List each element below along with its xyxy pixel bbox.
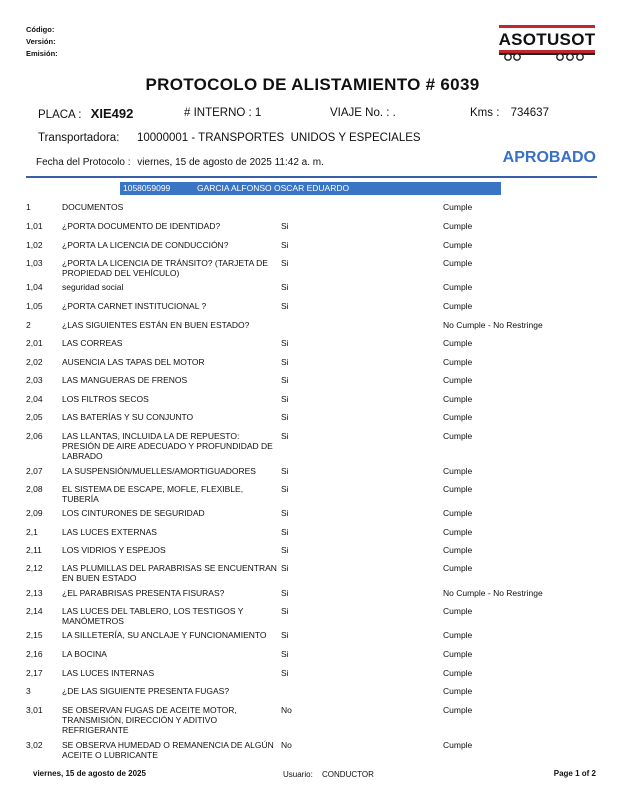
item-question: ¿PORTA LA LICENCIA DE TRÁNSITO? (TARJETA DE PROPIEDAD DEL VEHÍCULO) (62, 258, 268, 278)
item-result: Cumple (443, 431, 473, 441)
transportadora-value: 10000001 - TRANSPORTES UNIDOS Y ESPECIALES (137, 132, 421, 144)
item-result: Cumple (443, 508, 473, 518)
item-result: Cumple (443, 630, 473, 640)
item-question: LAS LLANTAS, INCLUIDA LA DE REPUESTO: PRESIÓN DE AIRE ADECUADO Y PROFUNDIDAD DE LABRADO (62, 431, 273, 461)
item-answer: Si (281, 563, 289, 573)
meta-block (26, 24, 58, 60)
item-answer: Si (281, 545, 289, 555)
item-result: Cumple (443, 412, 473, 422)
driver-id: 1058059099 (123, 183, 171, 193)
item-question: LA SUSPENSIÓN/MUELLES/AMORTIGUADORES (62, 466, 256, 476)
driver-bar (120, 182, 501, 195)
item-question: EL SISTEMA DE ESCAPE, MOFLE, FLEXIBLE, TUBERÍA (62, 484, 244, 504)
item-answer: Si (281, 466, 289, 476)
item-result: Cumple (443, 563, 473, 573)
item-number: 2,05 (26, 412, 43, 422)
item-number: 3 (26, 686, 31, 696)
item-question: LOS CINTURONES DE SEGURIDAD (62, 508, 205, 518)
item-result: Cumple (443, 686, 473, 696)
item-answer: Si (281, 375, 289, 385)
kms-value: 734637 (510, 107, 549, 119)
item-question: ¿PORTA LA LICENCIA DE CONDUCCIÓN? (62, 240, 229, 250)
item-question: SE OBSERVA HUMEDAD O REMANENCIA DE ALGÚN ACEITE O LUBRICANTE (62, 740, 274, 760)
item-result: Cumple (443, 221, 473, 231)
item-question: LAS LUCES DEL TABLERO, LOS TESTIGOS Y MANÓMETROS (62, 606, 244, 626)
item-number: 1,01 (26, 221, 43, 231)
item-number: 2,13 (26, 588, 43, 598)
item-question: LA SILLETERÍA, SU ANCLAJE Y FUNCIONAMIENTO (62, 630, 267, 640)
item-answer: Si (281, 258, 289, 268)
item-number: 2,07 (26, 466, 43, 476)
document-title: PROTOCOLO DE ALISTAMIENTO # 6039 (145, 75, 480, 94)
item-result: Cumple (443, 740, 473, 750)
item-result: Cumple (443, 668, 473, 678)
item-result: Cumple (443, 240, 473, 250)
fecha-label: Fecha del Protocolo : (36, 157, 131, 168)
item-number: 2,11 (26, 545, 42, 555)
version-label: Versión: (26, 37, 56, 46)
item-answer: Si (281, 649, 289, 659)
item-answer: Si (281, 484, 289, 494)
item-number: 1,05 (26, 301, 43, 311)
item-number: 3,01 (26, 705, 43, 715)
item-answer: Si (281, 338, 289, 348)
item-number: 1,03 (26, 258, 43, 268)
item-result: Cumple (443, 394, 473, 404)
item-answer: Si (281, 301, 289, 311)
item-result: Cumple (443, 466, 473, 476)
item-number: 1 (26, 202, 31, 212)
item-result: Cumple (443, 357, 473, 367)
logo-text: ASOTUSOT (498, 30, 596, 49)
kms-field (470, 107, 549, 119)
item-question: SE OBSERVAN FUGAS DE ACEITE MOTOR, TRANSMISIÓN, DIRECCIÓN Y ADITIVO REFRIGERANTE (62, 705, 237, 735)
item-result: Cumple (443, 338, 473, 348)
item-number: 2,08 (26, 484, 43, 494)
item-question: ¿EL PARABRISAS PRESENTA FISURAS? (62, 588, 225, 598)
item-answer: No (281, 740, 292, 750)
item-result: Cumple (443, 484, 473, 494)
company-logo (498, 24, 596, 64)
item-number: 2,02 (26, 357, 43, 367)
item-question: LOS VIDRIOS Y ESPEJOS (62, 545, 166, 555)
item-result: No Cumple - No Restringe (443, 588, 543, 598)
item-number: 3,02 (26, 740, 43, 750)
item-answer: Si (281, 630, 289, 640)
item-number: 2,1 (26, 527, 38, 537)
item-number: 2,06 (26, 431, 43, 441)
footer-date: viernes, 15 de agosto de 2025 (33, 769, 146, 778)
item-number: 2,04 (26, 394, 43, 404)
item-question: LAS PLUMILLAS DEL PARABRISAS SE ENCUENTRAN EN BUEN ESTADO (62, 563, 277, 583)
item-answer: Si (281, 282, 289, 292)
usuario-value: CONDUCTOR (322, 770, 374, 779)
transportadora-label: Transportadora: (38, 132, 120, 144)
item-question: ¿DE LAS SIGUIENTE PRESENTA FUGAS? (62, 686, 230, 696)
item-question: ¿PORTA CARNET INSTITUCIONAL ? (62, 301, 207, 311)
item-number: 2,03 (26, 375, 43, 385)
item-question: LA BOCINA (62, 649, 107, 659)
item-question: LOS FILTROS SECOS (62, 394, 149, 404)
item-result: Cumple (443, 606, 473, 616)
page-number: Page 1 of 2 (553, 769, 596, 778)
item-result: Cumple (443, 649, 473, 659)
fecha-value: viernes, 15 de agosto de 2025 11:42 a. m. (137, 157, 324, 168)
item-question: LAS MANGUERAS DE FRENOS (62, 375, 188, 385)
item-question: LAS BATERÍAS Y SU CONJUNTO (62, 412, 194, 422)
item-question: LAS LUCES EXTERNAS (62, 527, 157, 537)
item-number: 2,01 (26, 338, 43, 348)
header-divider (26, 176, 597, 178)
item-number: 2,12 (26, 563, 43, 573)
status-badge: APROBADO (502, 149, 596, 166)
placa-value: XIE492 (90, 106, 134, 121)
item-result: Cumple (443, 375, 473, 385)
item-result: Cumple (443, 258, 473, 268)
driver-name: GARCIA ALFONSO OSCAR EDUARDO (197, 183, 350, 193)
item-answer: No (281, 705, 292, 715)
item-answer: Si (281, 431, 289, 441)
item-question: AUSENCIA LAS TAPAS DEL MOTOR (62, 357, 205, 367)
item-result: No Cumple - No Restringe (443, 320, 543, 330)
item-answer: Si (281, 240, 289, 250)
item-answer: Si (281, 606, 289, 616)
item-answer: Si (281, 527, 289, 537)
item-result: Cumple (443, 282, 473, 292)
item-number: 2,17 (26, 668, 43, 678)
item-question: ¿LAS SIGUIENTES ESTÁN EN BUEN ESTADO? (62, 320, 250, 330)
item-number: 2,09 (26, 508, 43, 518)
item-number: 2,14 (26, 606, 43, 616)
item-answer: Si (281, 412, 289, 422)
item-question: seguridad social (62, 282, 124, 292)
item-result: Cumple (443, 301, 473, 311)
item-result: Cumple (443, 202, 473, 212)
item-answer: Si (281, 221, 289, 231)
item-question: DOCUMENTOS (62, 202, 124, 212)
item-question: LAS LUCES INTERNAS (62, 668, 155, 678)
placa-field (38, 106, 133, 121)
usuario-label: Usuario: (283, 770, 313, 779)
item-answer: Si (281, 588, 289, 598)
item-number: 2 (26, 320, 31, 330)
kms-label: Kms : (470, 107, 500, 119)
item-number: 2,15 (26, 630, 43, 640)
item-question: LAS CORREAS (62, 338, 123, 348)
fecha-field (36, 157, 324, 168)
item-result: Cumple (443, 527, 473, 537)
interno-field: # INTERNO : 1 (184, 107, 262, 119)
item-result: Cumple (443, 545, 473, 555)
item-answer: Si (281, 508, 289, 518)
emision-label: Emisión: (26, 49, 58, 58)
item-number: 1,04 (26, 282, 43, 292)
viaje-field: VIAJE No. : . (330, 107, 396, 119)
codigo-label: Código: (26, 25, 55, 34)
item-question: ¿PORTA DOCUMENTO DE IDENTIDAD? (62, 221, 221, 231)
footer-user (283, 770, 374, 779)
item-number: 1,02 (26, 240, 43, 250)
item-answer: Si (281, 357, 289, 367)
item-answer: Si (281, 394, 289, 404)
item-answer: Si (281, 668, 289, 678)
placa-label: PLACA : (38, 109, 82, 121)
item-result: Cumple (443, 705, 473, 715)
item-number: 2,16 (26, 649, 43, 659)
